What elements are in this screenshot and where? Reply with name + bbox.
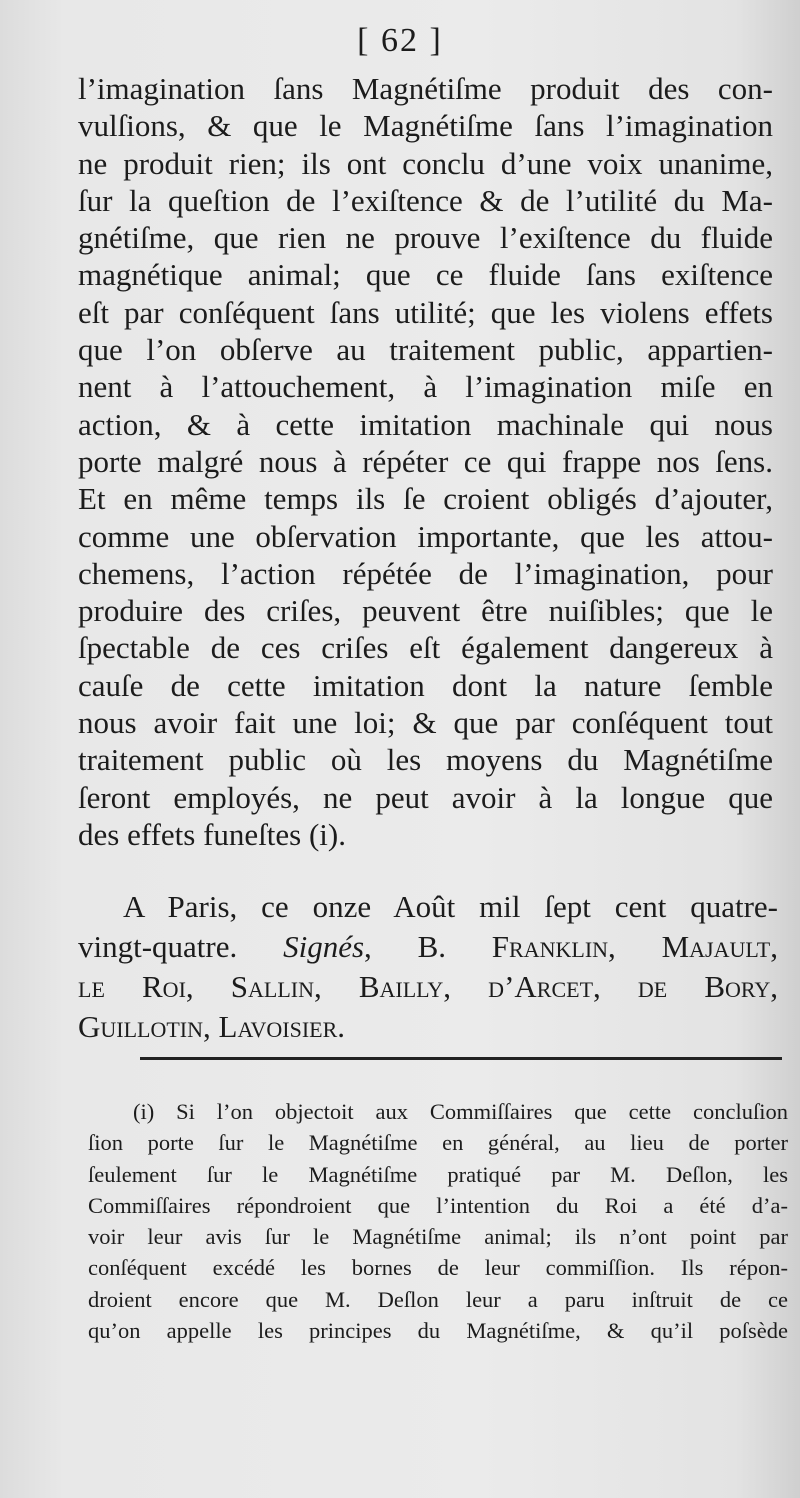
text-line: gnétiſme, que rien ne prouve l’exiſtence du fluide: [78, 220, 773, 256]
text-line: ſeront employés, ne peut avoir à la longue que: [78, 779, 773, 815]
footnote-line: conſéquent excédé les bornes de leur commiſſion. Ils répon-: [88, 1255, 788, 1281]
signatures-line: le Roi, Sallin, Bailly, d’Arcet, de Bory,: [78, 969, 778, 1004]
text-line: ſur la queſtion de l’exiſtence & de l’utilité du Ma-: [78, 182, 773, 218]
text-line: ne produit rien; ils ont conclu d’une voix unanime,: [78, 145, 773, 181]
text-line: produire des criſes, peuvent être nuiſibles; que le: [78, 593, 773, 629]
text-line: vulſions, & que le Magnétiſme ſans l’imagination: [78, 108, 773, 144]
footnote: [88, 1096, 788, 1346]
signes-label: Signés: [283, 929, 365, 964]
text-line: que l’on obſerve au traitement public, appartien-: [78, 332, 773, 368]
footnote-line: (i) Si l’on objectoit aux Commiſſaires que cette concluſion: [133, 1099, 788, 1124]
text-line: comme une obſervation importante, que les attou-: [78, 518, 773, 554]
signatures-line: vingt-quatre. Signés, B. Franklin, Majault,: [78, 929, 778, 964]
page-number: [ 62 ]: [357, 22, 443, 59]
footnote-line: ſeulement ſur le Magnétiſme pratiqué par M. Deſlon, les: [88, 1161, 788, 1187]
closing-paragraph: [78, 887, 778, 1047]
footnote-line: Commiſſaires répondroient que l’intention du Roi a été d’a-: [88, 1192, 788, 1218]
text-line: ſpectable de ces criſes eſt également dangereux à: [78, 630, 773, 666]
text-line: nent à l’attouchement, à l’imagination miſe en: [78, 369, 773, 405]
text-line: des effets funeſtes (i).: [78, 816, 346, 852]
text-line: magnétique animal; que ce fluide ſans exiſtence: [78, 257, 773, 293]
footnote-divider: [140, 1057, 782, 1060]
footnote-line: droient encore que M. Deſlon leur a paru inſtruit de ce: [88, 1286, 788, 1312]
text-line: Et en même temps ils ſe croient obligés d’ajouter,: [78, 481, 773, 517]
text-line: porte malgré nous à répéter ce qui frappe nos ſens.: [78, 443, 773, 479]
text-line: eſt par conſéquent ſans utilité; que les violens effets: [78, 294, 773, 330]
footnote-line: qu’on appelle les principes du Magnétiſme, & qu’il poſsède: [88, 1318, 788, 1344]
text-line: traitement public où les moyens du Magnétiſme: [78, 742, 773, 778]
date-line: A Paris, ce onze Août mil ſept cent quatre-: [123, 889, 778, 924]
text-line: nous avoir fait une loi; & que par conſéquent tout: [78, 705, 773, 741]
text-line: l’imagination ſans Magnétiſme produit des con-: [78, 71, 773, 106]
footnote-line: voir leur avis ſur le Magnétiſme animal; ils n’ont point par: [88, 1224, 788, 1250]
signatures-line: Guillotin, Lavoisier.: [78, 1009, 346, 1044]
main-paragraph: [78, 70, 773, 853]
text-line: chemens, l’action répétée de l’imagination, pour: [78, 555, 773, 591]
footnote-line: ſion porte ſur le Magnétiſme en général, au lieu de porter: [88, 1130, 788, 1156]
text-line: action, & à cette imitation machinale qui nous: [78, 406, 773, 442]
text-line: cauſe de cette imitation dont la nature ſemble: [78, 667, 773, 703]
signatory-names: , B. Franklin, Majault,: [364, 929, 778, 964]
